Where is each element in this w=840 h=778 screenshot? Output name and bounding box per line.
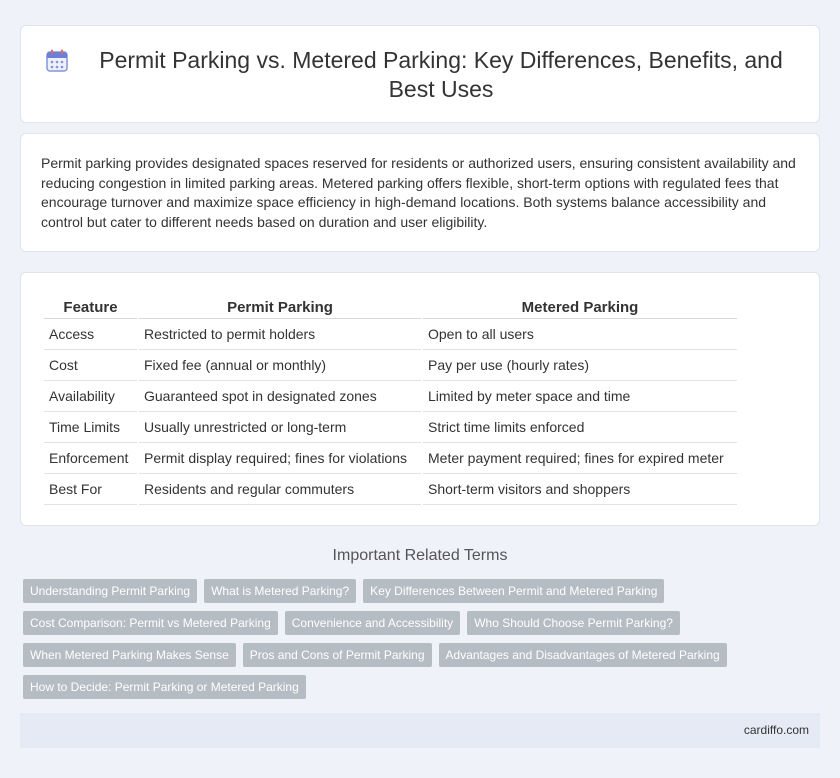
related-tag[interactable]: Convenience and Accessibility xyxy=(285,611,460,635)
header-feature: Feature xyxy=(44,295,137,319)
cell-permit: Residents and regular commuters xyxy=(139,474,421,505)
cell-feature: Availability xyxy=(44,381,137,412)
calendar-icon xyxy=(44,48,70,74)
cell-feature: Enforcement xyxy=(44,443,137,474)
cell-metered: Strict time limits enforced xyxy=(423,412,737,443)
footer-site-link[interactable]: cardiffo.com xyxy=(743,723,809,737)
related-tag[interactable]: Advantages and Disadvantages of Metered Parking xyxy=(439,643,727,667)
related-tag[interactable]: Key Differences Between Permit and Metered Parking xyxy=(363,579,664,603)
cell-permit: Restricted to permit holders xyxy=(139,319,421,350)
table-header-row xyxy=(44,295,737,319)
cell-metered: Meter payment required; fines for expired meter xyxy=(423,443,737,474)
cell-permit: Permit display required; fines for violations xyxy=(139,443,421,474)
related-tag[interactable]: Pros and Cons of Permit Parking xyxy=(243,643,432,667)
table-row xyxy=(44,412,737,443)
related-tag[interactable]: Cost Comparison: Permit vs Metered Parking xyxy=(23,611,278,635)
tag-row xyxy=(23,579,823,603)
cell-permit: Fixed fee (annual or monthly) xyxy=(139,350,421,381)
table-row xyxy=(44,443,737,474)
cell-permit: Usually unrestricted or long-term xyxy=(139,412,421,443)
comparison-card xyxy=(20,272,820,526)
table-row xyxy=(44,319,737,350)
tag-row xyxy=(23,675,823,699)
related-terms-tags xyxy=(23,579,823,707)
related-tag[interactable]: When Metered Parking Makes Sense xyxy=(23,643,236,667)
tag-row xyxy=(23,611,823,635)
related-terms-title: Important Related Terms xyxy=(332,547,508,564)
cell-feature: Time Limits xyxy=(44,412,137,443)
tag-row xyxy=(23,643,823,667)
header-permit: Permit Parking xyxy=(139,295,421,319)
table-row xyxy=(44,381,737,412)
footer xyxy=(20,713,820,748)
cell-metered: Short-term visitors and shoppers xyxy=(423,474,737,505)
intro-card xyxy=(20,133,820,252)
related-tag[interactable]: How to Decide: Permit Parking or Metered Parking xyxy=(23,675,306,699)
table-row xyxy=(44,350,737,381)
cell-permit: Guaranteed spot in designated zones xyxy=(139,381,421,412)
cell-feature: Access xyxy=(44,319,137,350)
cell-feature: Cost xyxy=(44,350,137,381)
cell-feature: Best For xyxy=(44,474,137,505)
cell-metered: Limited by meter space and time xyxy=(423,381,737,412)
page-title: Permit Parking vs. Metered Parking: Key Differences, Benefits, and Best Uses xyxy=(99,47,783,102)
table-row xyxy=(44,474,737,505)
related-tag[interactable]: Who Should Choose Permit Parking? xyxy=(467,611,680,635)
header-metered: Metered Parking xyxy=(423,295,737,319)
header-card xyxy=(20,25,820,123)
intro-text: Permit parking provides designated spaces reserved for residents or authorized users, ensuring consistent availability and reducing congestion in limited parking areas. Metered parking offers flexible, short-term options with regulated fees that encourage turnover and maximize space efficiency in high-demand locations. Both systems balance accessibility and control but cater to different needs based on duration and user eligibility. xyxy=(41,155,796,230)
cell-metered: Open to all users xyxy=(423,319,737,350)
related-tag[interactable]: What is Metered Parking? xyxy=(204,579,356,603)
cell-metered: Pay per use (hourly rates) xyxy=(423,350,737,381)
comparison-table xyxy=(42,295,739,505)
related-tag[interactable]: Understanding Permit Parking xyxy=(23,579,197,603)
